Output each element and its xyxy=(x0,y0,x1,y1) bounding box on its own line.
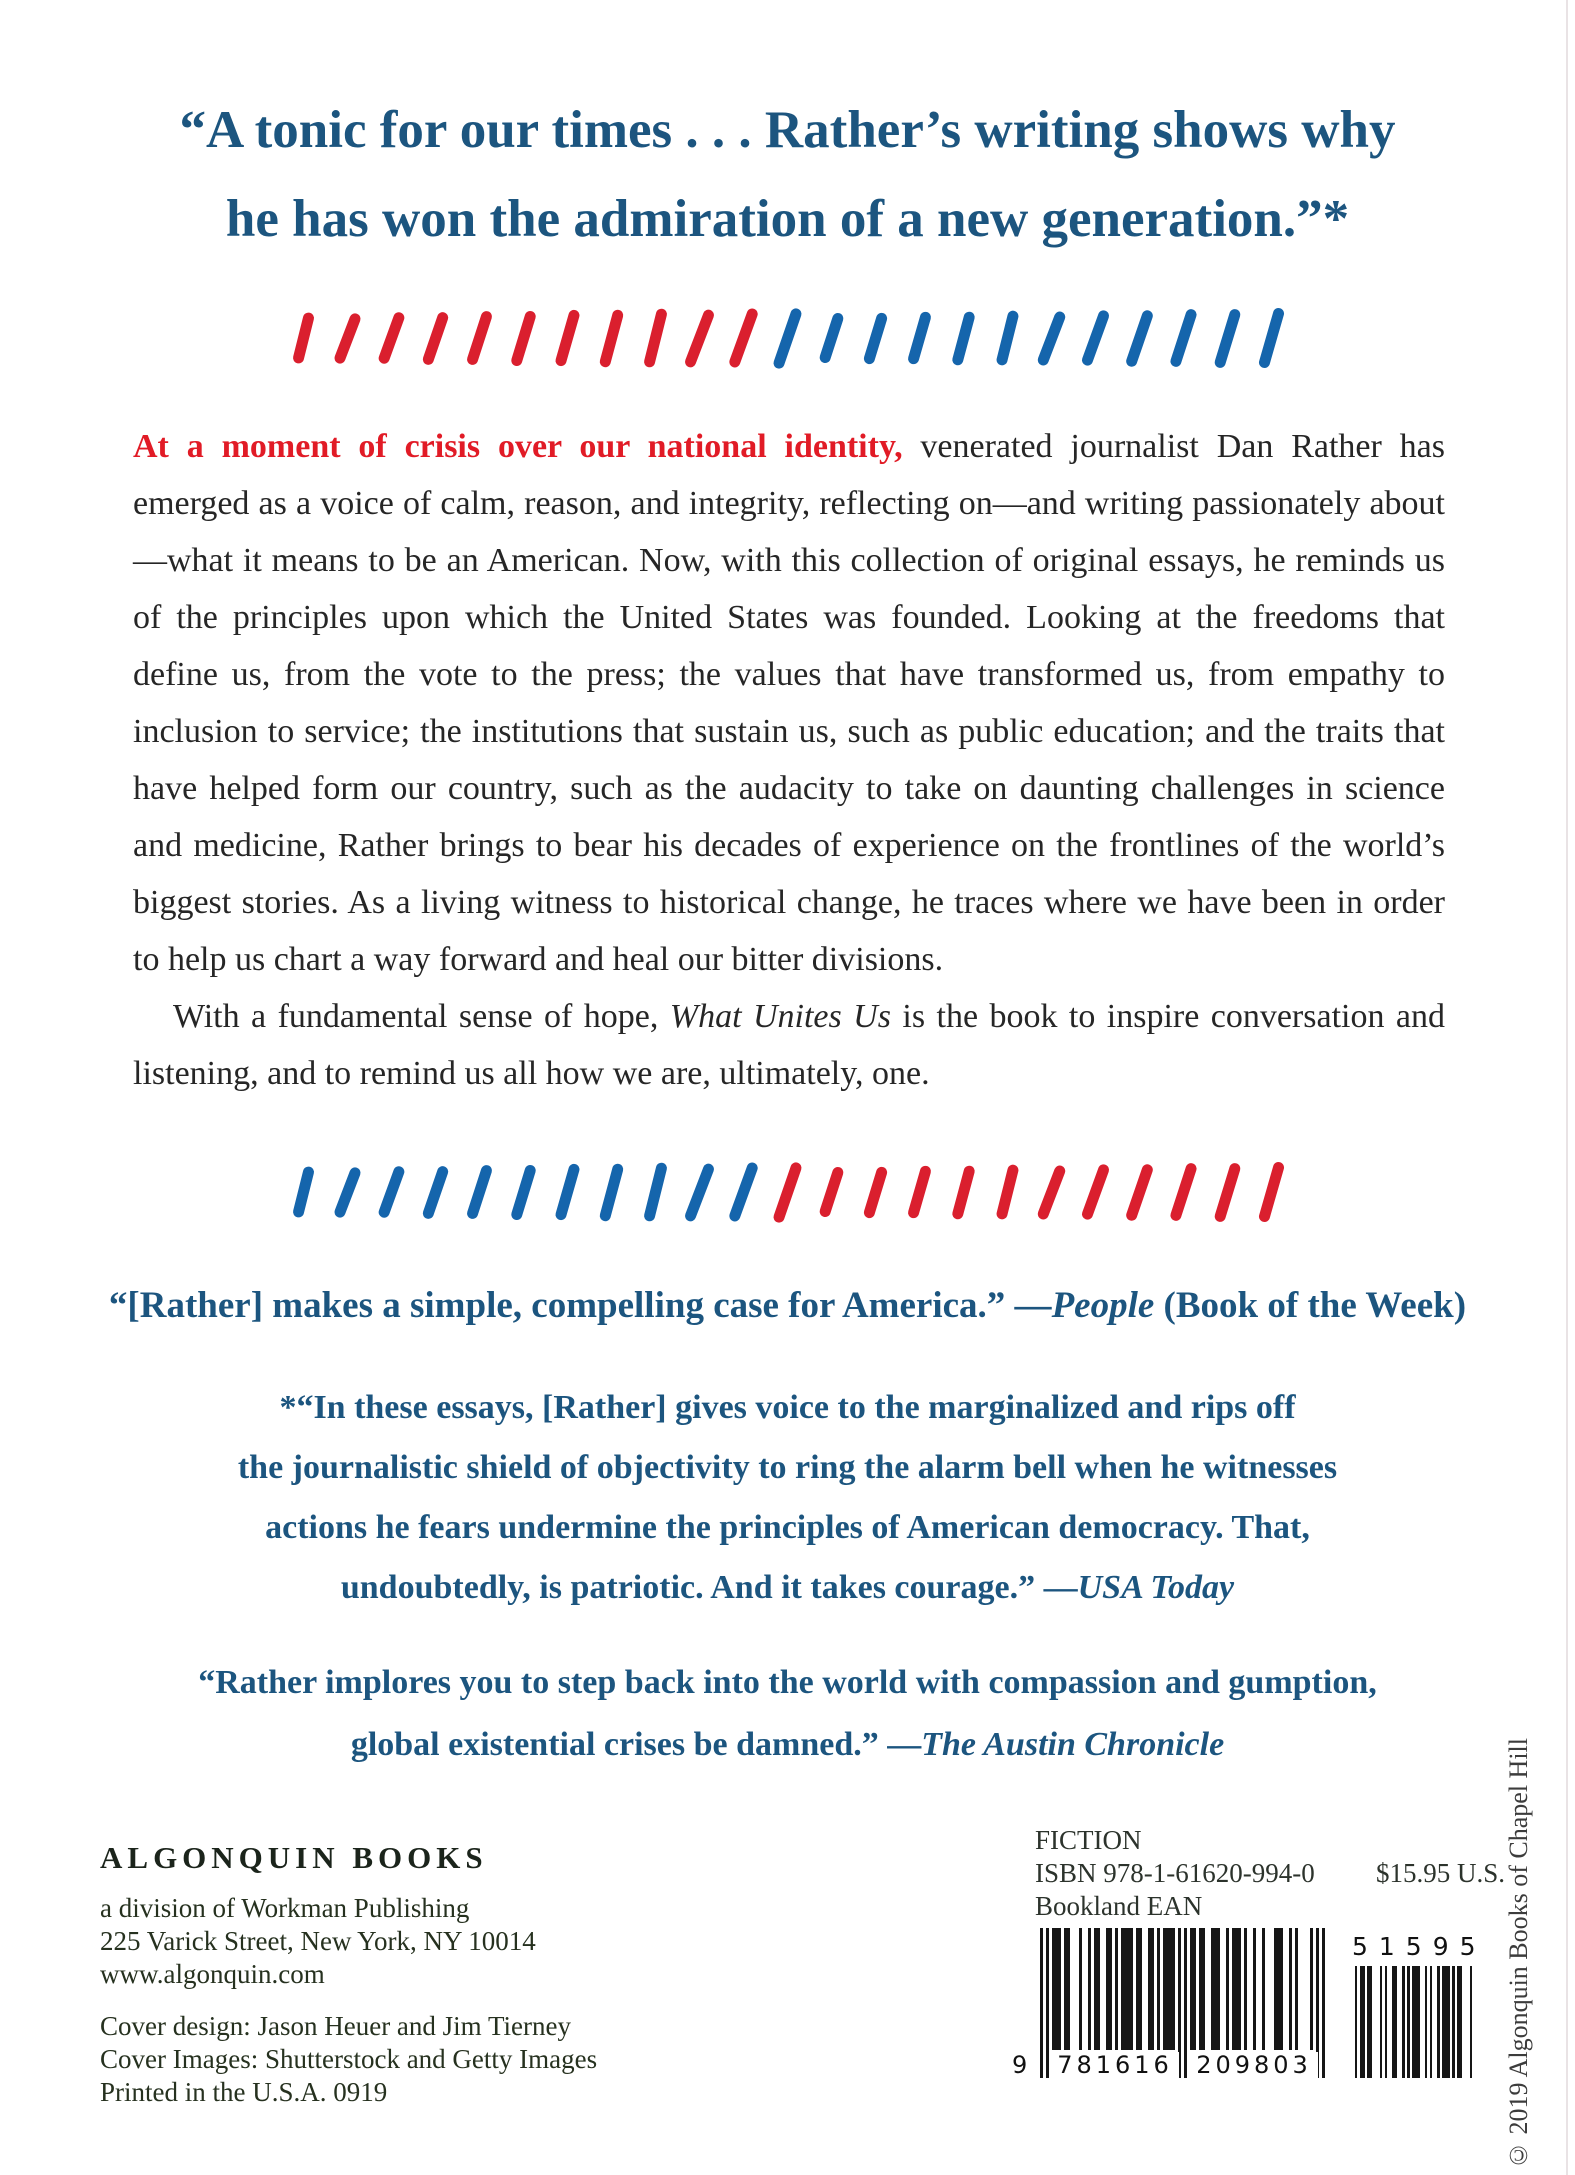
review-quote-people xyxy=(0,1282,1575,1330)
slash-mark-icon xyxy=(1125,308,1155,367)
slash-mark-icon xyxy=(292,1165,315,1218)
synopsis xyxy=(133,418,1445,1102)
slash-mark-icon xyxy=(1258,307,1286,370)
publisher-website: www.algonquin.com xyxy=(100,1959,325,1989)
slash-mark-icon xyxy=(599,1162,625,1222)
slash-mark-icon xyxy=(1213,307,1241,369)
people-quote-text: “[Rather] makes a simple, compelling case for America.” — xyxy=(108,1285,1052,1326)
synopsis-p2-post: is the book to inspire conversation and listening, and to remind us all how we are, ultimately, one. xyxy=(133,998,1445,1092)
slash-mark-icon xyxy=(907,1165,932,1220)
cover-edge-line xyxy=(1566,0,1568,2175)
slash-mark-icon xyxy=(466,1164,494,1221)
slash-mark-icon xyxy=(510,1163,537,1221)
slash-mark-icon xyxy=(554,309,581,368)
usatoday-last-line: undoubtedly, is patriotic. And it takes courage.” — xyxy=(340,1569,1078,1606)
review-quote-usatoday xyxy=(0,1378,1575,1618)
slash-mark-icon xyxy=(951,1164,976,1220)
synopsis-p2-pre: With a fundamental sense of hope, xyxy=(173,998,670,1035)
publisher-address: 225 Varick Street, New York, NY 10014 xyxy=(100,1926,536,1956)
review-quote-austin xyxy=(0,1652,1575,1776)
side-copyright-note: © 2019 Algonquin Books of Chapel Hill xyxy=(1504,1738,1533,2170)
usatoday-line: the journalistic shield of objectivity to ring the alarm bell when he witnesses xyxy=(237,1449,1338,1486)
slash-mark-icon xyxy=(1080,1163,1110,1221)
synopsis-body: venerated journalist Dan Rather has emerged as a voice of calm, reason, and integrity, reflecting on—and writing passionately about—what it means to be an American. Now, with this collection of original essays, he reminds us of the principles upon which the United States was founded. Looking at the freedoms that define us, from the vote to the press; the values that have transformed us, from empathy to inclusion to service; the institutions that sustain us, such as public education; and the traits that have helped form our country, such as the audacity to take on daunting challenges in science and medicine, Rather brings to bear his decades of experience on the frontlines of the world’s biggest stories. As a living witness to historical change, he traces where we have been in order to help us chart a way forward and heal our bitter divisions. xyxy=(133,428,1445,978)
barcode-group2-digits: 209803 xyxy=(1190,2052,1318,2078)
slash-mark-icon xyxy=(862,311,888,365)
slash-mark-icon xyxy=(818,1166,845,1219)
usatoday-quote-source: USA Today xyxy=(1077,1569,1235,1606)
austin-last-line: global existential crises be damned.” — xyxy=(350,1726,922,1763)
slash-mark-icon xyxy=(599,308,625,368)
people-quote-source: People xyxy=(1051,1285,1155,1326)
slash-mark-icon xyxy=(421,310,449,366)
austin-line: “Rather implores you to step back into the world with compassion and gumption, xyxy=(198,1664,1377,1701)
slash-mark-icon xyxy=(554,1163,581,1222)
ean5-bars xyxy=(1352,1966,1474,2078)
sales-info-block xyxy=(1035,1824,1505,1923)
slash-mark-icon xyxy=(728,307,760,369)
slash-mark-icon xyxy=(1080,309,1110,367)
slash-mark-icon xyxy=(772,306,803,369)
usatoday-line xyxy=(0,1558,1575,1618)
slash-mark-icon xyxy=(1036,309,1067,366)
austin-line xyxy=(0,1714,1575,1776)
book-title: What Unites Us xyxy=(669,998,891,1035)
publisher-division: a division of Workman Publishing xyxy=(100,1893,470,1923)
barcode-lead-digit: 9 xyxy=(1012,2051,1032,2079)
slash-mark-icon xyxy=(466,310,494,367)
slash-mark-icon xyxy=(510,309,537,367)
slash-mark-icon xyxy=(683,1162,715,1223)
slash-mark-icon xyxy=(1213,1161,1241,1223)
isbn-label: ISBN 978-1-61620-994-0 xyxy=(1035,1858,1315,1888)
usatoday-line: actions he fears undermine the principles of American democracy. That, xyxy=(265,1509,1310,1546)
slash-mark-icon xyxy=(377,311,406,366)
slash-mark-icon xyxy=(643,308,668,369)
slash-mark-icon xyxy=(862,1165,888,1219)
slash-mark-icon xyxy=(643,1162,668,1223)
printed-in-credit: Printed in the U.S.A. 0919 xyxy=(100,2077,388,2107)
bookland-ean-label: Bookland EAN xyxy=(1035,1891,1203,1921)
slash-mark-icon xyxy=(907,311,932,366)
slash-mark-icon xyxy=(1169,1162,1198,1222)
slash-mark-icon xyxy=(333,311,362,364)
publisher-name: ALGONQUIN BOOKS xyxy=(100,1840,488,1875)
slash-mark-icon xyxy=(333,1165,362,1218)
brush-slash-divider-top xyxy=(0,296,1575,380)
headline-line-2: he has won the admiration of a new generation.”* xyxy=(225,190,1350,248)
slash-mark-icon xyxy=(683,308,715,369)
austin-quote-source: The Austin Chronicle xyxy=(921,1726,1225,1763)
slash-mark-icon xyxy=(421,1164,449,1220)
category-label: FICTION xyxy=(1035,1825,1142,1855)
slash-mark-icon xyxy=(818,312,845,365)
ean5-supplement-barcode xyxy=(1352,1932,1487,2078)
people-quote-suffix: (Book of the Week) xyxy=(1154,1285,1467,1326)
synopsis-paragraph-1 xyxy=(133,418,1445,988)
slash-mark-icon xyxy=(292,311,315,364)
headline-quote xyxy=(0,86,1575,264)
ean13-barcode xyxy=(1012,1928,1325,2079)
slash-mark-icon xyxy=(1169,308,1198,368)
slash-mark-icon xyxy=(772,1160,803,1223)
price-label: $15.95 U.S. xyxy=(1375,1858,1505,1888)
usatoday-line: *“In these essays, [Rather] gives voice to the marginalized and rips off xyxy=(279,1389,1296,1426)
synopsis-paragraph-2 xyxy=(133,988,1445,1102)
credits-block xyxy=(100,2010,597,2109)
publisher-block xyxy=(100,1840,536,1991)
slash-mark-icon xyxy=(995,310,1019,367)
cover-images-credit: Cover Images: Shutterstock and Getty Images xyxy=(100,2044,598,2074)
slash-mark-icon xyxy=(1036,1163,1067,1220)
supplement-digits: 51595 xyxy=(1352,1932,1487,1961)
brush-slash-divider-bottom xyxy=(0,1150,1575,1234)
headline-line-1: “A tonic for our times . . . Rather’s writing shows why xyxy=(179,101,1396,159)
synopsis-lead: At a moment of crisis over our national identity, xyxy=(133,428,903,465)
slash-mark-icon xyxy=(728,1161,760,1223)
slash-mark-icon xyxy=(1258,1161,1286,1224)
cover-design-credit: Cover design: Jason Heuer and Jim Tierney xyxy=(100,2011,571,2041)
barcode-group1-digits: 781616 xyxy=(1051,2052,1179,2078)
slash-mark-icon xyxy=(377,1165,406,1220)
slash-mark-icon xyxy=(995,1164,1019,1221)
slash-mark-icon xyxy=(951,310,976,366)
slash-mark-icon xyxy=(1125,1162,1155,1221)
